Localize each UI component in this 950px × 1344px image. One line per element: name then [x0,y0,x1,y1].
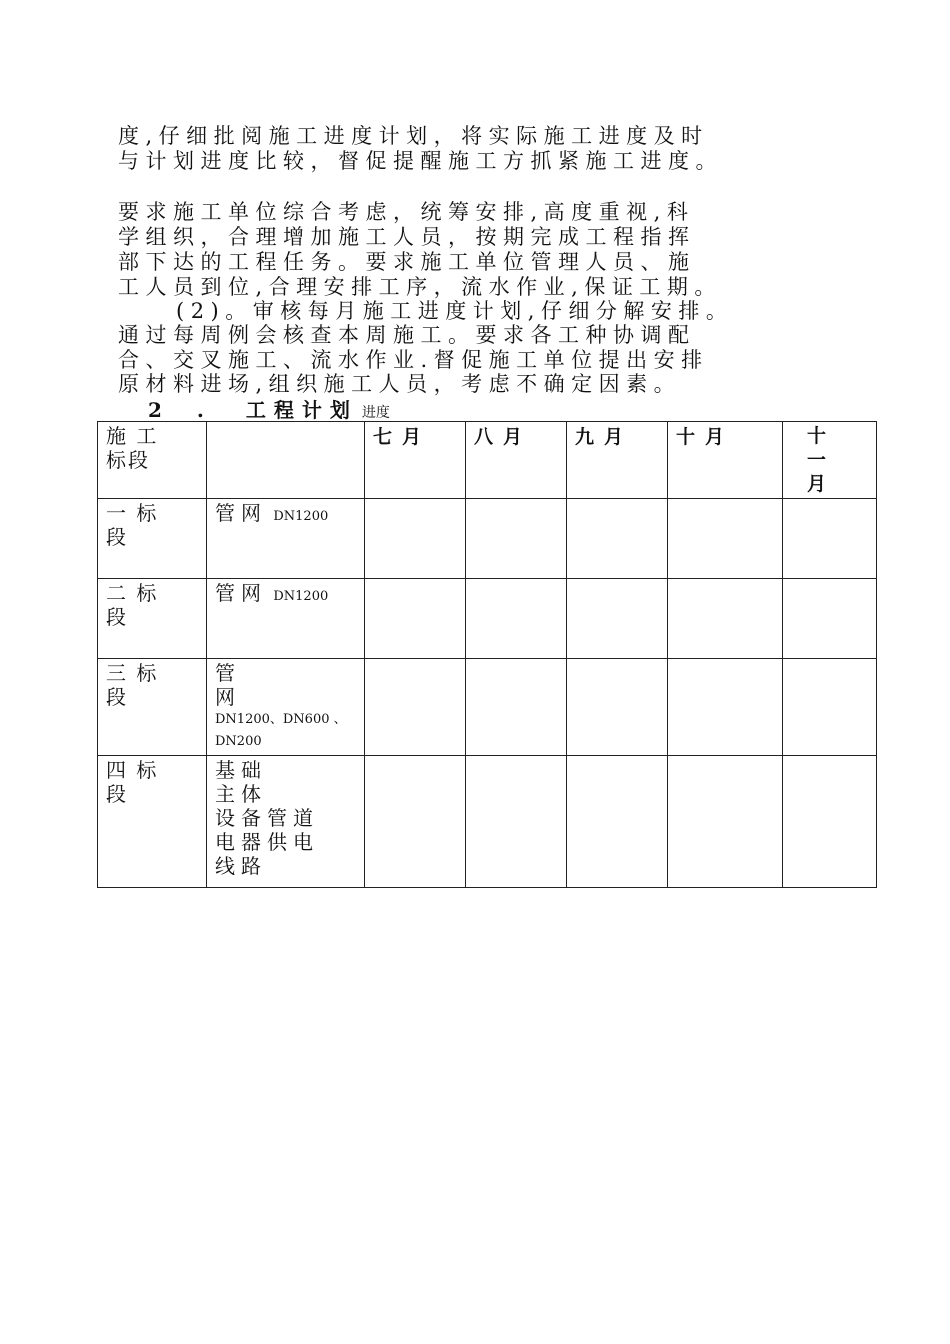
stage-label: 二 标段 [106,581,159,629]
stage-label: 四 标段 [106,758,159,806]
paragraph-line: 原材料进场,组织施工人员，考虑不确定因素。 [118,372,682,396]
schedule-cell [668,659,783,756]
table-row [98,579,877,659]
schedule-cell [365,756,466,888]
schedule-cell [783,756,877,888]
schedule-cell [466,579,567,659]
paragraph-line: 合、交叉施工、流水作业.督促施工单位提出安排 [118,348,709,372]
content-label: 基础 主体 设备管道 电器供电 线路 [215,758,319,878]
content-cell [207,579,365,659]
schedule-cell [466,756,567,888]
stage-label: 三 标段 [106,661,159,709]
content-cell [207,756,365,888]
schedule-cell [668,579,783,659]
table-row [98,659,877,756]
schedule-cell [783,499,877,579]
section-subtitle: 进度 [361,405,390,421]
header-stage-label: 施 工 标段 [106,424,159,472]
content-label: 管网 [215,501,267,525]
section-number: 2 . [148,398,218,422]
content-label: 管网 [215,581,267,605]
paragraph-line: 通过每周例会核查本周施工。要求各工种协调配 [118,323,696,347]
month-label: 七月 [373,426,432,448]
stage-label: 一 标段 [106,501,159,549]
content-cell [207,499,365,579]
paragraph-line: 工人员到位,合理安排工序，流水作业,保证工期。 [118,275,722,299]
schedule-cell [567,499,668,579]
paragraph-line: 要求施工单位综合考虑，统筹安排,高度重视,科 [118,200,695,224]
header-month-cell [567,422,668,499]
stage-cell [98,499,207,579]
schedule-cell [783,579,877,659]
schedule-cell [466,659,567,756]
schedule-cell [668,756,783,888]
paragraph-line: 度,仔细批阅施工进度计划，将实际施工进度及时 [118,124,709,148]
header-month-cell [365,422,466,499]
schedule-cell [567,579,668,659]
table-header-row [98,422,877,499]
section-title: 工程计划 [245,398,358,422]
header-content-cell [207,422,365,499]
header-stage-cell [98,422,207,499]
paragraph-line: 与计划进度比较，督促提醒施工方抓紧施工进度。 [118,149,723,173]
schedule-cell [668,499,783,579]
paragraph-line: (2)。审核每月施工进度计划,仔细分解安排。 [176,299,734,323]
schedule-cell [365,579,466,659]
header-month-cell [668,422,783,499]
month-label: 九月 [575,426,634,448]
schedule-cell [567,659,668,756]
schedule-cell [783,659,877,756]
month-label: 十月 [676,426,735,448]
stage-cell [98,659,207,756]
schedule-cell [365,499,466,579]
schedule-cell [567,756,668,888]
content-cell [207,659,365,756]
schedule-cell [466,499,567,579]
stage-cell [98,756,207,888]
schedule-table [97,421,877,888]
header-month-cell [783,422,877,499]
paragraph-line: 部下达的工程任务。要求施工单位管理人员、施 [118,250,696,274]
content-spec: DN1200 [273,509,329,524]
header-month-cell [466,422,567,499]
content-spec: DN1200、DN600 、DN200 [215,712,347,749]
month-label: 八月 [474,426,533,448]
paragraph-line: 学组织，合理增加施工人员，按期完成工程指挥 [118,225,696,249]
content-spec: DN1200 [273,589,329,604]
stage-cell [98,579,207,659]
content-label: 管 网 [215,661,317,709]
table-row [98,756,877,888]
table-row [98,499,877,579]
schedule-cell [365,659,466,756]
month-label: 十一月 [807,425,827,495]
